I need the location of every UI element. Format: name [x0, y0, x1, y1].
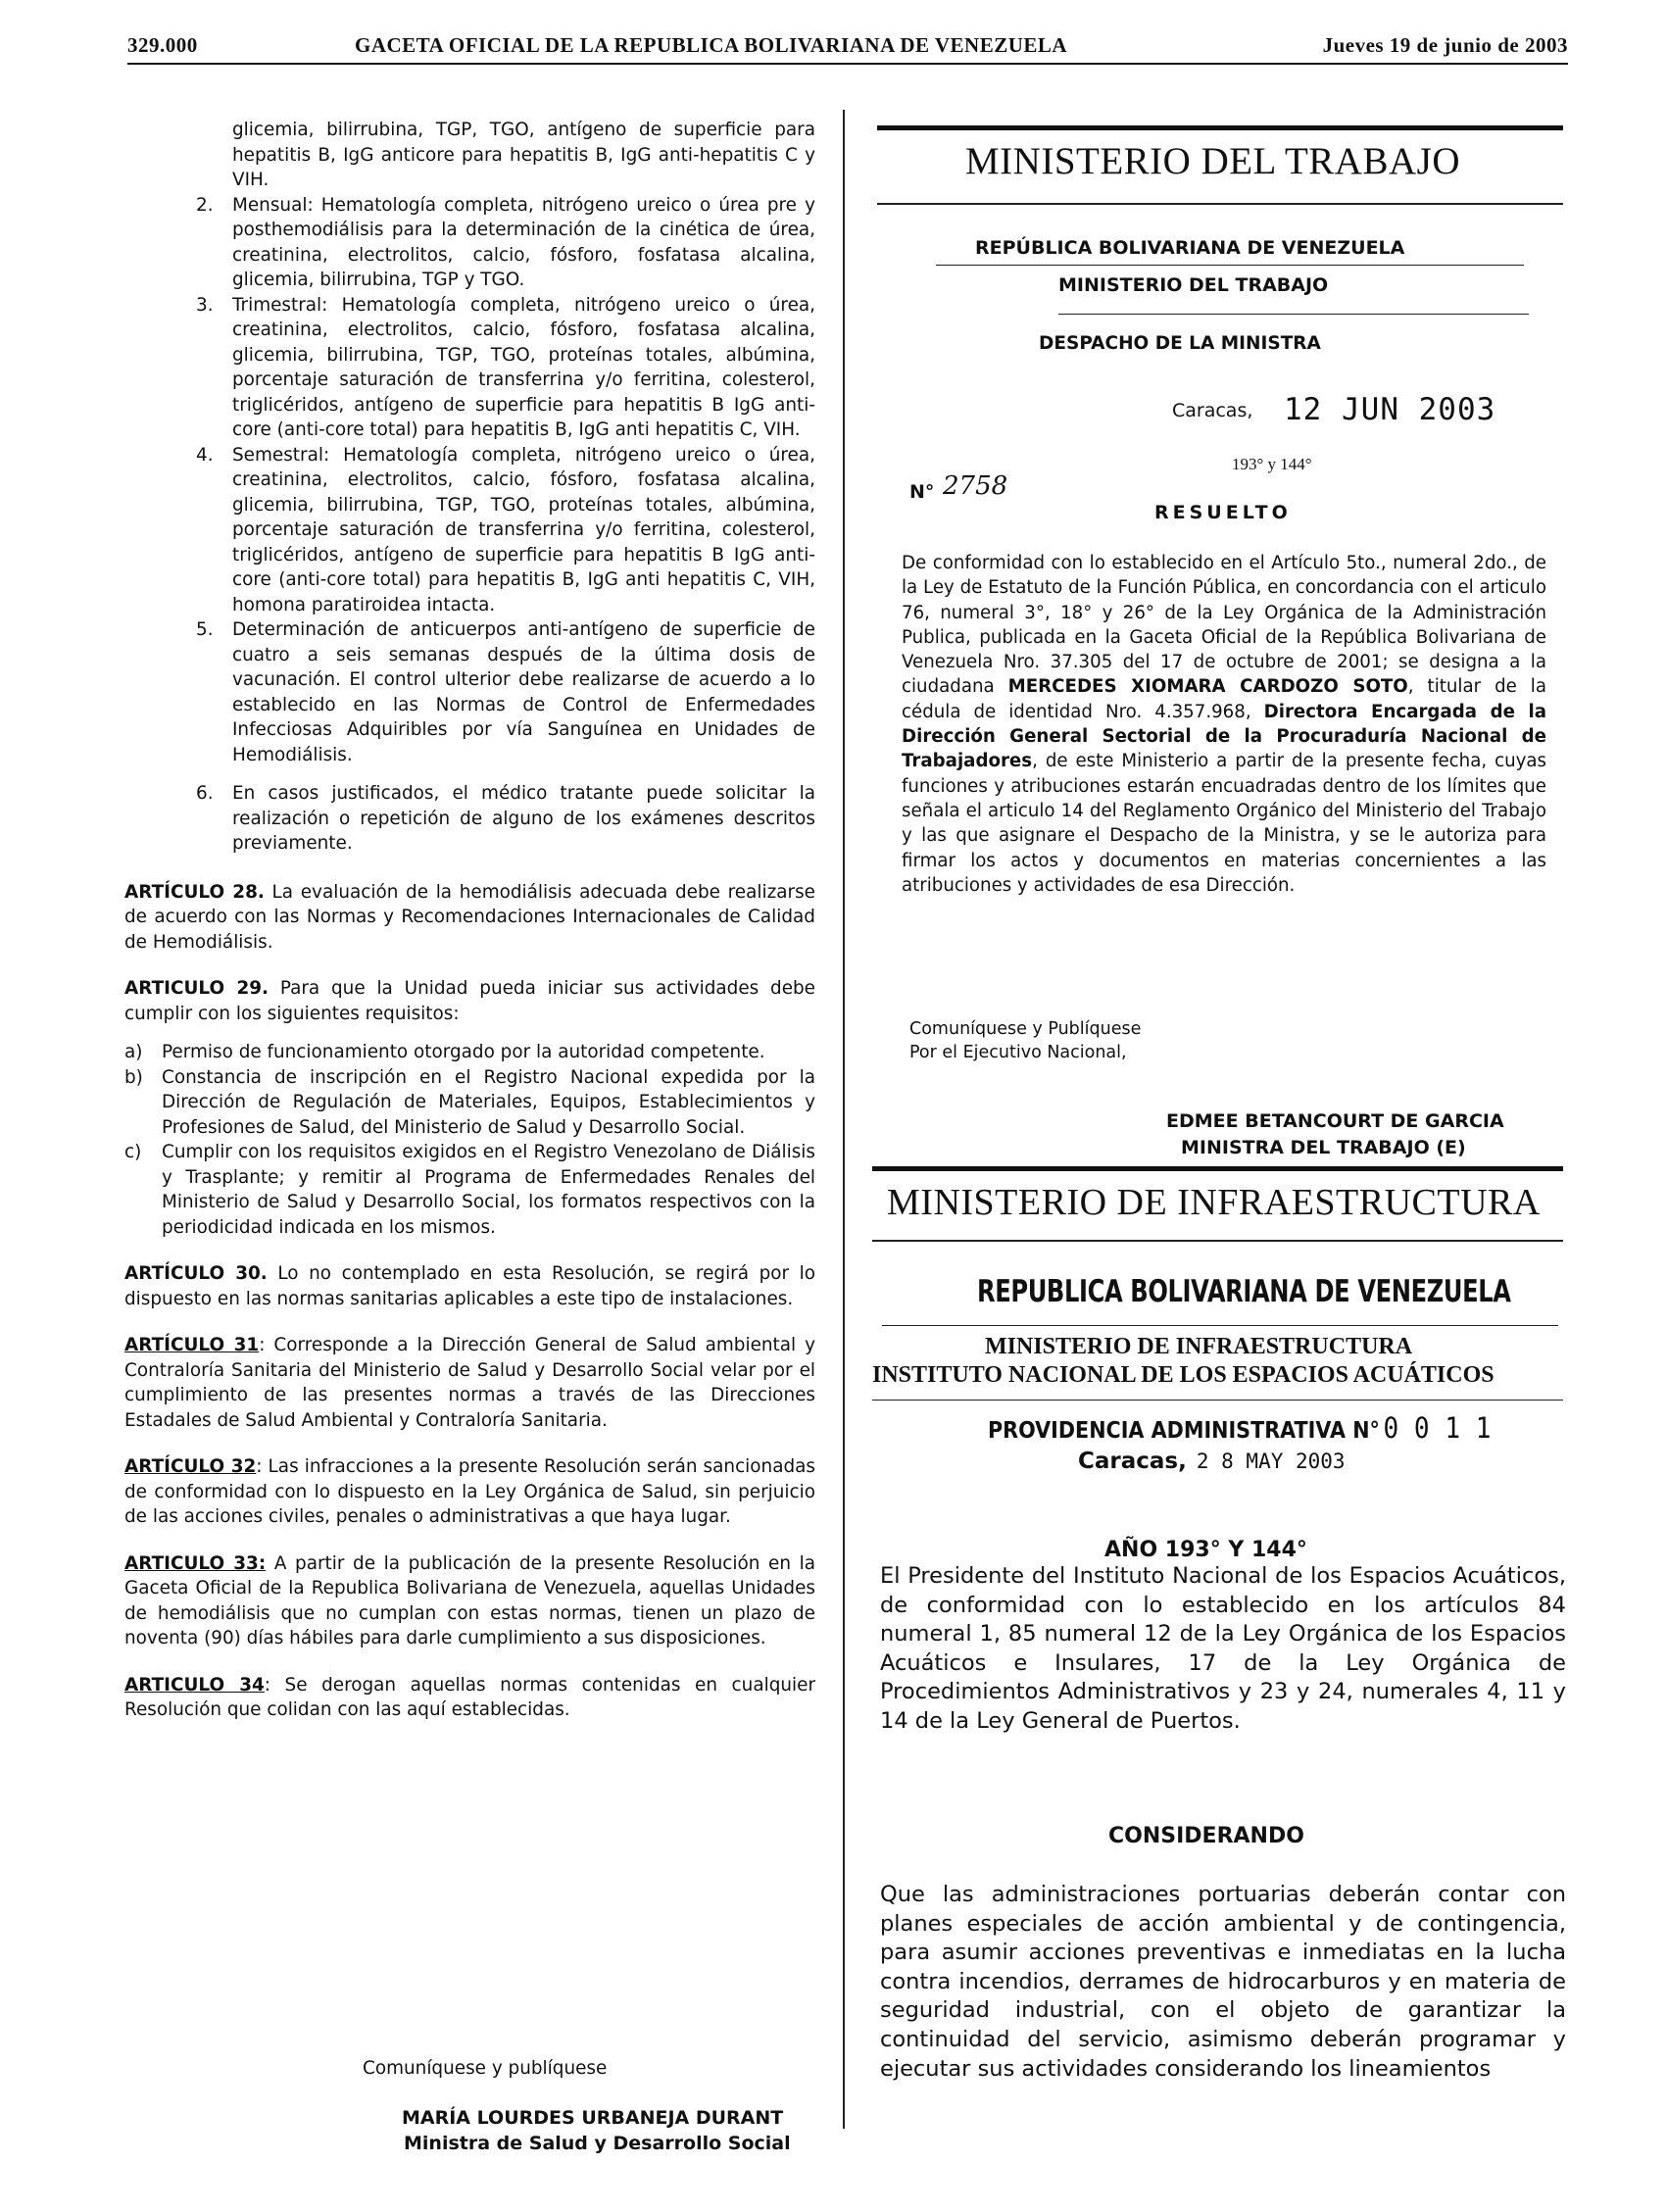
list-item: a) Permiso de funcionamiento otorgado por la autoridad competente.	[124, 1042, 765, 1062]
considerando-heading: CONSIDERANDO	[1108, 1824, 1304, 1848]
gazette-header	[127, 33, 1568, 65]
office-heading: DESPACHO DE LA MINISTRA	[1039, 333, 1321, 354]
article-30: ARTÍCULO 30. Lo no contemplado en esta Resolución, se regirá por lo dispuesto en las normas sanitarias aplicables a este tipo de instalaciones.	[124, 1263, 815, 1309]
gazette-title: GACETA OFICIAL DE LA REPUBLICA BOLIVARIANA DE VENEZUELA	[355, 33, 1068, 57]
republic-heading: REPÚBLICA BOLIVARIANA DE VENEZUELA	[975, 237, 1405, 259]
left-signer-title: Ministra de Salud y Desarrollo Social	[404, 2133, 791, 2154]
appointee-position: Directora Encargada de la Dirección General Sectorial de la Procuraduría Nacional de Trabajadores	[902, 701, 1547, 772]
list-item: 2. Mensual: Hematología completa, nitrógeno ureico o úrea pre y posthemodiálisis para la determinación de la cinética de úrea, creatinina, electrolitos, calcio, fósforo, fosfatasa alcalina, glicemia, bilirrubina, TGP y TGO.	[196, 194, 815, 290]
providencia-body: El Presidente del Instituto Nacional de los Espacios Acuáticos, de conformidad con lo establecido en los artículos 84 numeral 1, 85 numeral 12 de la Ley Orgánica de los Espacios Acuáticos e Insulares, 17 de la Ley Orgánica de Procedimientos Administrativos y 23 y 24, numerales 4, 11 y 14 de la Ley General de Puertos.	[880, 1563, 1566, 1734]
ministry-subheading: MINISTERIO DEL TRABAJO	[1058, 274, 1329, 296]
number-label: N°	[909, 481, 935, 503]
list-item: 5. Determinación de anticuerpos anti-antígeno de superficie de cuatro a seis semanas después de la última dosis de vacunación. El control ulterior debe realizarse de acuerdo a lo establecido en las Normas de Control de Enfermedades Infecciosas Adquiribles por vía Sanguínea en Unidades de Hemodiálisis.	[196, 619, 815, 765]
rule-thick	[872, 1166, 1563, 1171]
list-item: 4. Semestral: Hematología completa, nitrógeno ureico o úrea, creatinina, electrolitos, calcio, fósforo, fosfatasa alcalina, glicemia, bilirrubina, TGP, TGO, proteínas totales, albúmina, porcentaje saturación de transferrina y/o ferritina, colesterol, triglicéridos, antígeno de superficie para hepatitis B IgG anti-core (anti-core total) para hepatitis B, IgG anti hepatitis C, VIH, homona paratiroidea intacta.	[196, 444, 815, 615]
rule-thin	[872, 1400, 1563, 1401]
providencia-heading: PROVIDENCIA ADMINISTRATIVA N° 0 0 1 1	[988, 1411, 1492, 1445]
rule-thin	[1058, 314, 1529, 315]
trabajo-signer-title: MINISTRA DEL TRABAJO (E)	[1181, 1137, 1466, 1158]
list-item: c) Cumplir con los requisitos exigidos en el Registro Venezolano de Diálisis y Trasplante; y remitir al Programa de Enfermedades Renales del Ministerio de Salud y Desarrollo Social, los formatos respectivos con la periodicidad indicada en los mismos.	[124, 1142, 815, 1238]
left-closing: Comuníquese y publíquese	[363, 2058, 608, 2079]
left-signer-name: MARÍA LOURDES URBANEJA DURANT	[402, 2107, 784, 2129]
page-number: 329.000	[127, 33, 198, 57]
gazette-date: Jueves 19 de junio de 2003	[1322, 33, 1568, 57]
rule-thin	[872, 1240, 1563, 1242]
place: Caracas,	[1172, 400, 1253, 421]
providencia-date-line: Caracas, 2 8 MAY 2003	[1078, 1449, 1346, 1474]
left-column	[124, 118, 816, 1745]
providencia-date-stamp: 2 8 MAY 2003	[1196, 1450, 1346, 1473]
providencia-years: AÑO 193° Y 144°	[1104, 1538, 1307, 1562]
date-stamp: 12 JUN 2003	[1284, 392, 1496, 427]
resuelto-body: De conformidad con lo establecido en el Artículo 5to., numeral 2do., de la Ley de Estatuto de la Función Pública, en concordancia con el articulo 76, numeral 3°, 18° y 26° de la Ley Orgánica de la Administración Publica, publicada en la Gaceta Oficial de la República Bolivariana de Venezuela Nro. 37.305 del 17 de octubre de 2001; se designa a la ciudadana MERCEDES XIOMARA CARDOZO SOTO, titular de la cédula de identidad Nro. 4.357.968, Directora Encargada de la Dirección General Sectorial de la Procuraduría Nacional de Trabajadores, de este Ministerio a partir de la presente fecha, cuyas funciones y atribuciones estarán encuadradas dentro de los límites que señala el articulo 14 del Reglamento Orgánico del Ministerio del Trabajo y las que asignare el Despacho de la Ministra, y se le autoriza para firmar los actos y documentos en materias concernientes a las atribuciones y actividades de esa Dirección.	[902, 553, 1547, 896]
appointee-name: MERCEDES XIOMARA CARDOZO SOTO	[1007, 676, 1408, 698]
ministry-infra-title: MINISTERIO DE INFRAESTRUCTURA	[887, 1182, 1541, 1223]
column-divider	[843, 110, 845, 2129]
rule-thick	[877, 125, 1563, 130]
institute-heading: INSTITUTO NACIONAL DE LOS ESPACIOS ACUÁTICOS	[872, 1362, 1494, 1388]
republic-heading-2: REPUBLICA BOLIVARIANA DE VENEZUELA	[977, 1274, 1511, 1309]
rule-thin	[936, 265, 1524, 266]
articles	[124, 880, 815, 1723]
considerando-body: Que las administraciones portuarias deberán contar con planes especiales de acción ambiental y de contingencia, para asumir acciones preventivas e inmediatas en la lucha contra incendios, derrames de hidrocarburos y en materia de seguridad industrial, con el objeto de garantizar la continuidad del servicio, asimismo deberán programar y ejecutar sus actividades considerando los lineamientos	[880, 1882, 1566, 2082]
intro-text: glicemia, bilirrubina, TGP, TGO, antígeno de superficie para hepatitis B, IgG anticore para hepatitis B, IgG anti-hepatitis C y VIH.	[232, 120, 815, 190]
list-item: 6. En casos justificados, el médico tratante puede solicitar la realización o repetición de alguno de los exámenes descritos previamente.	[196, 783, 815, 854]
trabajo-signer-name: EDMEE BETANCOURT DE GARCIA	[1166, 1110, 1504, 1132]
article-28: ARTÍCULO 28. La evaluación de la hemodiálisis adecuada debe realizarse de acuerdo con las Normas y Recomendaciones Internacionales de Calidad de Hemodiálisis.	[124, 881, 815, 953]
handwritten-number: 2758	[943, 471, 1008, 501]
resuelto-heading: RESUELTO	[1154, 502, 1292, 523]
exam-list	[169, 193, 815, 857]
article-33: ARTICULO 33: A partir de la publicación de la presente Resolución en la Gaceta Oficial de la Republica Bolivariana de Venezuela, aquellas Unidades de hemodiálisis que no cumplan con estas normas, tienen un plazo de noventa (90) días hábiles para darle cumplimiento a sus disposiciones.	[124, 1552, 815, 1648]
rule-thin	[882, 1325, 1558, 1326]
article-29: ARTICULO 29. Para que la Unidad pueda iniciar sus actividades debe cumplir con los siguientes requisitos:	[124, 978, 815, 1024]
years: 193° y 144°	[1232, 455, 1312, 473]
requirements-list	[124, 1040, 815, 1240]
providencia-number: 0 0 1 1	[1383, 1411, 1492, 1445]
list-item: b) Constancia de inscripción en el Registro Nacional expedida por la Dirección de Regulación de Materiales, Equipos, Establecimientos y Profesiones de Salud, del Ministerio de Salud y Desarrollo Social.	[124, 1066, 815, 1138]
list-item: 3. Trimestral: Hematología completa, nitrógeno ureico o úrea, creatinina, electrolitos, calcio, fósforo, fosfatasa alcalina, glicemia, bilirrubina, TGP, TGO, proteínas totales, albúmina, porcentaje saturación de transferrina y/o ferritina, colesterol, triglicéridos, antígeno de superficie para hepatitis B IgG anti-core (anti-core total) para hepatitis B, IgG anti hepatitis C, VIH.	[196, 294, 815, 440]
article-34: ARTICULO 34: Se derogan aquellas normas contenidas en cualquier Resolución que colidan con las aquí establecidas.	[124, 1674, 816, 1720]
rule-thin	[877, 203, 1563, 205]
article-31: ARTÍCULO 31: Corresponde a la Dirección General de Salud ambiental y Contraloría Sanitaria del Ministerio de Salud y Desarrollo Social velar por el cumplimiento de las presentes normas a través de las Direcciones Estadales de Salud Ambiental y Contraloría Sanitaria.	[124, 1335, 816, 1431]
ministry-trabajo-title: MINISTERIO DEL TRABAJO	[965, 140, 1460, 182]
trabajo-closing: Comuníquese y Publíquese Por el Ejecutivo Nacional,	[909, 1019, 1142, 1062]
article-32: ARTÍCULO 32: Las infracciones a la presente Resolución serán sancionadas de conformidad con lo dispuesto en la Ley Orgánica de Salud, sin perjuicio de las acciones civiles, penales o administrativas a que haya lugar.	[124, 1456, 815, 1527]
ministry-subheading-2: MINISTERIO DE INFRAESTRUCTURA	[985, 1334, 1413, 1359]
